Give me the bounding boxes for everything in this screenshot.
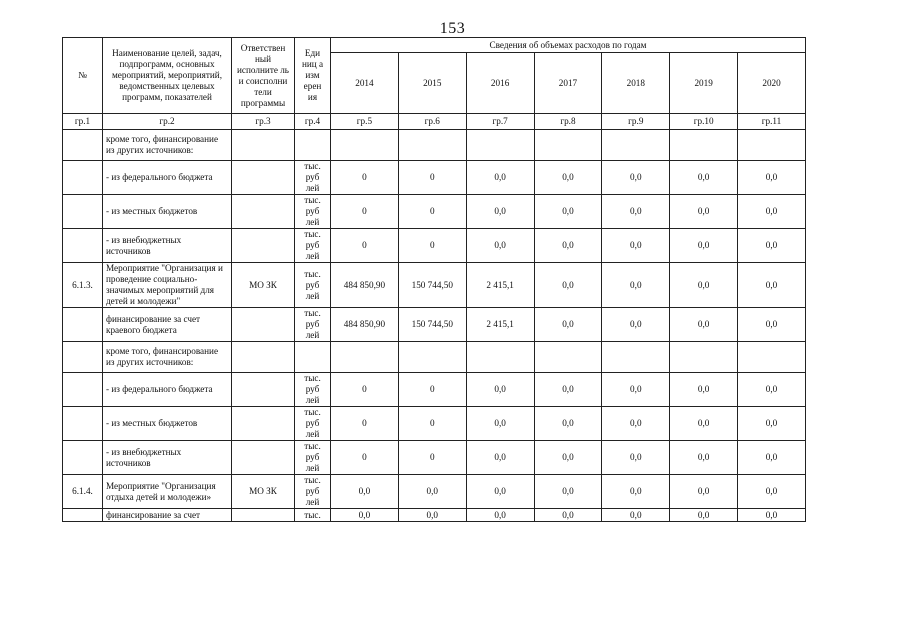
- row-value-cell: 0,0: [398, 475, 466, 509]
- row-name-cell: кроме того, финансирование из других источников:: [103, 130, 232, 161]
- row-unit-cell: тыс. руб лей: [295, 263, 331, 308]
- row-responsible-cell: [232, 342, 295, 373]
- row-value-cell: 0,0: [738, 308, 806, 342]
- row-name-cell: кроме того, финансирование из других источников:: [103, 342, 232, 373]
- row-value-cell: [738, 342, 806, 373]
- header-col-resp: Ответствен ный исполните ль и соисполни тели программы: [232, 38, 295, 114]
- row-unit-cell: тыс. руб лей: [295, 229, 331, 263]
- row-responsible-cell: [232, 308, 295, 342]
- column-index: гр.7: [466, 114, 534, 130]
- row-value-cell: 484 850,90: [331, 263, 399, 308]
- row-unit-cell: тыс. руб лей: [295, 195, 331, 229]
- row-unit-cell: [295, 342, 331, 373]
- row-unit-cell: тыс. руб лей: [295, 441, 331, 475]
- row-value-cell: [331, 130, 399, 161]
- column-index: гр.5: [331, 114, 399, 130]
- row-value-cell: 0,0: [670, 263, 738, 308]
- column-index: гр.9: [602, 114, 670, 130]
- header-col-group: Сведения об объемах расходов по годам: [331, 38, 806, 53]
- row-value-cell: 0: [331, 441, 399, 475]
- row-unit-cell: тыс. руб лей: [295, 161, 331, 195]
- budget-table: [62, 37, 806, 522]
- year-header: 2018: [602, 53, 670, 114]
- table-row: [63, 475, 806, 509]
- row-value-cell: 0,0: [670, 407, 738, 441]
- row-name-cell: Мероприятие "Организация отдыха детей и молодежи»: [103, 475, 232, 509]
- row-value-cell: 0,0: [602, 509, 670, 522]
- row-value-cell: 0,0: [534, 407, 602, 441]
- table-row: [63, 342, 806, 373]
- row-responsible-cell: МО ЗК: [232, 475, 295, 509]
- row-value-cell: 0,0: [602, 308, 670, 342]
- row-value-cell: 0,0: [534, 509, 602, 522]
- column-index: гр.11: [738, 114, 806, 130]
- row-value-cell: 0,0: [602, 263, 670, 308]
- table-row: [63, 195, 806, 229]
- row-number-cell: [63, 195, 103, 229]
- row-number-cell: [63, 441, 103, 475]
- row-value-cell: 0,0: [602, 229, 670, 263]
- year-header: 2019: [670, 53, 738, 114]
- row-value-cell: 0,0: [331, 509, 399, 522]
- row-value-cell: 0: [398, 373, 466, 407]
- row-unit-cell: тыс. руб лей: [295, 308, 331, 342]
- year-header: 2015: [398, 53, 466, 114]
- row-value-cell: 0,0: [602, 441, 670, 475]
- row-value-cell: 0: [331, 229, 399, 263]
- row-value-cell: [331, 342, 399, 373]
- row-value-cell: [670, 342, 738, 373]
- row-name-cell: - из местных бюджетов: [103, 195, 232, 229]
- table-row: [63, 161, 806, 195]
- row-responsible-cell: [232, 441, 295, 475]
- row-value-cell: 0,0: [738, 161, 806, 195]
- row-value-cell: 0: [331, 195, 399, 229]
- row-responsible-cell: [232, 130, 295, 161]
- row-value-cell: 0,0: [466, 441, 534, 475]
- row-value-cell: 0,0: [670, 195, 738, 229]
- row-value-cell: 0,0: [466, 195, 534, 229]
- row-number-cell: 6.1.3.: [63, 263, 103, 308]
- row-value-cell: 0,0: [534, 441, 602, 475]
- column-index: гр.6: [398, 114, 466, 130]
- row-number-cell: [63, 308, 103, 342]
- column-index: гр.8: [534, 114, 602, 130]
- row-responsible-cell: [232, 407, 295, 441]
- row-value-cell: 0,0: [534, 308, 602, 342]
- row-name-cell: - из внебюджетных источников: [103, 229, 232, 263]
- row-responsible-cell: МО ЗК: [232, 263, 295, 308]
- row-responsible-cell: [232, 373, 295, 407]
- row-value-cell: 0,0: [534, 161, 602, 195]
- row-value-cell: 0: [398, 229, 466, 263]
- table-row: [63, 407, 806, 441]
- row-value-cell: 0,0: [602, 161, 670, 195]
- row-number-cell: [63, 509, 103, 522]
- row-value-cell: [466, 342, 534, 373]
- row-value-cell: 0,0: [670, 161, 738, 195]
- row-responsible-cell: [232, 509, 295, 522]
- row-value-cell: 0,0: [670, 373, 738, 407]
- row-value-cell: 0,0: [738, 509, 806, 522]
- table-row: [63, 229, 806, 263]
- row-value-cell: 0,0: [466, 407, 534, 441]
- row-number-cell: [63, 130, 103, 161]
- row-value-cell: 0,0: [534, 195, 602, 229]
- row-value-cell: [602, 130, 670, 161]
- column-index: гр.3: [232, 114, 295, 130]
- row-value-cell: [738, 130, 806, 161]
- table-row: [63, 308, 806, 342]
- column-index: гр.2: [103, 114, 232, 130]
- table-body: [63, 114, 806, 522]
- row-value-cell: 0,0: [602, 195, 670, 229]
- row-name-cell: финансирование за счет краевого бюджета: [103, 308, 232, 342]
- row-number-cell: [63, 161, 103, 195]
- row-value-cell: 150 744,50: [398, 308, 466, 342]
- row-value-cell: 0,0: [331, 475, 399, 509]
- table-row: [63, 509, 806, 522]
- row-value-cell: 0,0: [738, 373, 806, 407]
- row-value-cell: 0,0: [602, 407, 670, 441]
- row-unit-cell: тыс. руб лей: [295, 373, 331, 407]
- row-value-cell: [466, 130, 534, 161]
- row-responsible-cell: [232, 195, 295, 229]
- row-name-cell: - из федерального бюджета: [103, 161, 232, 195]
- header-col-num: №: [63, 38, 103, 114]
- row-unit-cell: тыс.: [295, 509, 331, 522]
- row-value-cell: 0,0: [466, 229, 534, 263]
- row-value-cell: 0,0: [602, 475, 670, 509]
- header-row: [63, 38, 806, 53]
- year-header: 2014: [331, 53, 399, 114]
- row-value-cell: 150 744,50: [398, 263, 466, 308]
- row-value-cell: 0,0: [670, 308, 738, 342]
- row-value-cell: 2 415,1: [466, 308, 534, 342]
- column-index: гр.1: [63, 114, 103, 130]
- row-value-cell: [534, 130, 602, 161]
- row-number-cell: [63, 407, 103, 441]
- year-header: 2017: [534, 53, 602, 114]
- row-value-cell: 0: [331, 373, 399, 407]
- row-value-cell: [398, 342, 466, 373]
- row-number-cell: [63, 373, 103, 407]
- row-value-cell: 0,0: [670, 229, 738, 263]
- row-name-cell: - из внебюджетных источников: [103, 441, 232, 475]
- row-unit-cell: тыс. руб лей: [295, 475, 331, 509]
- row-value-cell: 0,0: [738, 407, 806, 441]
- row-responsible-cell: [232, 161, 295, 195]
- row-value-cell: 0,0: [534, 229, 602, 263]
- row-name-cell: - из местных бюджетов: [103, 407, 232, 441]
- row-value-cell: 0: [398, 161, 466, 195]
- row-value-cell: 0,0: [398, 509, 466, 522]
- row-value-cell: 0,0: [670, 441, 738, 475]
- row-value-cell: 0: [331, 161, 399, 195]
- row-value-cell: 0,0: [738, 195, 806, 229]
- row-number-cell: [63, 342, 103, 373]
- row-value-cell: 0,0: [534, 373, 602, 407]
- row-value-cell: 0,0: [466, 161, 534, 195]
- row-value-cell: 0,0: [466, 509, 534, 522]
- row-unit-cell: тыс. руб лей: [295, 407, 331, 441]
- row-value-cell: [398, 130, 466, 161]
- header-col-name: Наименование целей, задач, подпрограмм, основных мероприятий, мероприятий, ведомственных целевых программ, показателей: [103, 38, 232, 114]
- year-header: 2020: [738, 53, 806, 114]
- row-value-cell: 0,0: [534, 475, 602, 509]
- table-row: [63, 263, 806, 308]
- row-value-cell: 0: [331, 407, 399, 441]
- row-value-cell: 0,0: [534, 263, 602, 308]
- header-col-unit: Еди ниц а изм ерен ия: [295, 38, 331, 114]
- row-value-cell: 0,0: [670, 475, 738, 509]
- table-row: [63, 441, 806, 475]
- table-row: [63, 130, 806, 161]
- row-name-cell: Мероприятие "Организация и проведение социально-значимых мероприятий для детей и молодежи": [103, 263, 232, 308]
- row-value-cell: 0,0: [738, 263, 806, 308]
- row-name-cell: финансирование за счет: [103, 509, 232, 522]
- row-value-cell: 0,0: [466, 373, 534, 407]
- column-index-row: [63, 114, 806, 130]
- page-number: 153: [439, 20, 466, 37]
- row-value-cell: [534, 342, 602, 373]
- row-responsible-cell: [232, 229, 295, 263]
- row-unit-cell: [295, 130, 331, 161]
- row-value-cell: 0,0: [602, 373, 670, 407]
- row-value-cell: 0,0: [466, 475, 534, 509]
- row-value-cell: 0,0: [670, 509, 738, 522]
- row-value-cell: 0: [398, 195, 466, 229]
- row-value-cell: [602, 342, 670, 373]
- row-value-cell: [670, 130, 738, 161]
- table-row: [63, 373, 806, 407]
- row-value-cell: 0,0: [738, 441, 806, 475]
- column-index: гр.10: [670, 114, 738, 130]
- row-value-cell: 2 415,1: [466, 263, 534, 308]
- row-number-cell: 6.1.4.: [63, 475, 103, 509]
- row-name-cell: - из федерального бюджета: [103, 373, 232, 407]
- row-number-cell: [63, 229, 103, 263]
- row-value-cell: 0,0: [738, 229, 806, 263]
- row-value-cell: 0,0: [738, 475, 806, 509]
- year-header: 2016: [466, 53, 534, 114]
- column-index: гр.4: [295, 114, 331, 130]
- row-value-cell: 0: [398, 441, 466, 475]
- row-value-cell: 484 850,90: [331, 308, 399, 342]
- row-value-cell: 0: [398, 407, 466, 441]
